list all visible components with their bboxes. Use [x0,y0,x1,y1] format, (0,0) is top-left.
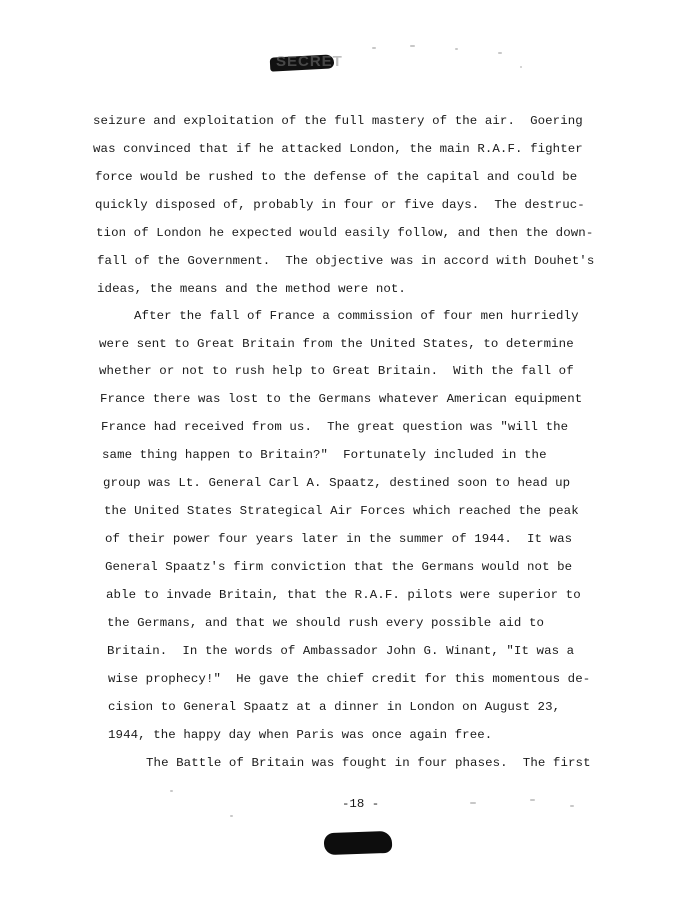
footer-redaction-mark [324,831,393,855]
text-line: 1944, the happy day when Paris was once again free. [108,728,493,742]
text-line: same thing happen to Britain?" Fortunately included in the [102,448,547,462]
text-line: France there was lost to the Germans whatever American equipment [100,392,583,406]
scan-speck [170,790,173,792]
scan-speck [410,45,415,47]
scan-speck [455,48,458,50]
text-line: the United States Strategical Air Forces which reached the peak [104,504,579,518]
scan-speck [570,805,574,807]
page-number: -18 - [342,797,380,811]
scan-speck [498,52,502,54]
scan-speck [470,802,476,804]
text-line: seizure and exploitation of the full mastery of the air. Goering [93,114,583,128]
text-line: were sent to Great Britain from the United States, to determine [99,337,574,351]
classification-stamp [270,53,343,73]
scan-speck [372,47,376,49]
scan-speck [530,799,535,801]
text-line: cision to General Spaatz at a dinner in London on August 23, [108,700,561,714]
text-line: wise prophecy!" He gave the chief credit for this momentous de- [108,672,591,686]
text-line: tion of London he expected would easily follow, and then the down- [96,226,594,240]
text-line: fall of the Government. The objective was in accord with Douhet's [97,254,595,268]
text-line: able to invade Britain, that the R.A.F. pilots were superior to [106,588,581,602]
text-line: of their power four years later in the summer of 1944. It was [105,532,573,546]
text-line: Britain. In the words of Ambassador John G. Winant, "It was a [107,644,575,658]
text-line: After the fall of France a commission of four men hurriedly [134,309,579,323]
text-line: whether or not to rush help to Great Britain. With the fall of [99,364,574,378]
text-line: France had received from us. The great question was "will the [101,420,569,434]
scan-speck [520,66,522,68]
text-line: force would be rushed to the defense of the capital and could be [95,170,578,184]
classification-header: SECRET [276,53,343,70]
text-line: quickly disposed of, probably in four or five days. The destruc- [95,198,585,212]
text-line: the Germans, and that we should rush every possible aid to [107,616,545,630]
text-line: group was Lt. General Carl A. Spaatz, destined soon to head up [103,476,571,490]
text-line: ideas, the means and the method were not. [97,282,406,296]
text-line: General Spaatz's firm conviction that the Germans would not be [105,560,573,574]
text-line: The Battle of Britain was fought in four phases. The first [146,756,591,770]
scan-speck [230,815,233,817]
text-line: was convinced that if he attacked London, the main R.A.F. fighter [93,142,583,156]
